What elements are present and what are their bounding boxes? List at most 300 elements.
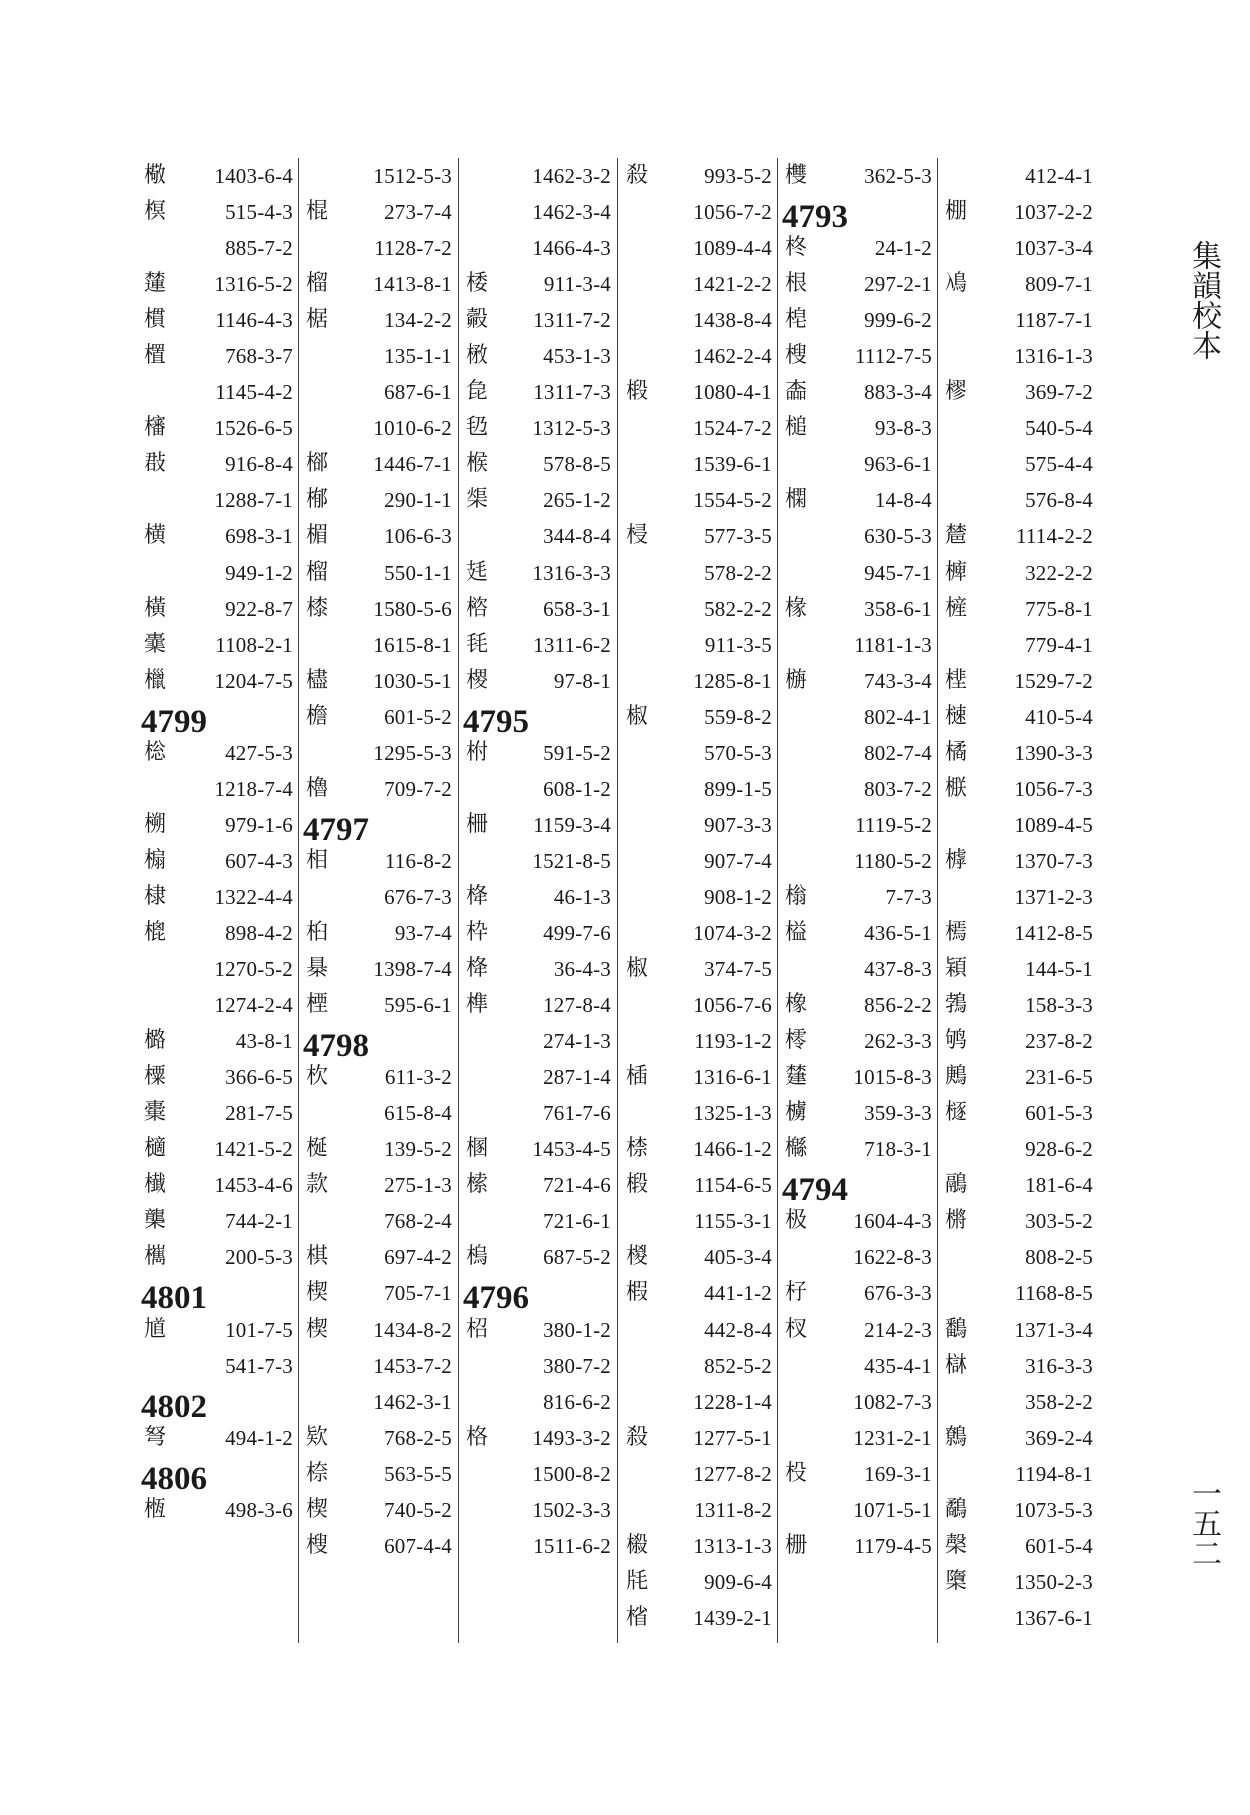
index-entry xyxy=(463,627,611,663)
headword-character: 椐 xyxy=(305,307,328,333)
index-entry xyxy=(141,807,293,843)
index-entry xyxy=(623,158,772,194)
index-entry xyxy=(942,555,1093,591)
headword-character: 㮋 xyxy=(305,487,328,513)
index-entry xyxy=(942,1167,1093,1203)
index-entry xyxy=(141,879,293,915)
index-entry xyxy=(141,951,293,987)
page-reference: 721-6-1 xyxy=(543,1209,611,1234)
page-reference: 14-8-4 xyxy=(874,488,932,513)
page-reference: 601-5-4 xyxy=(1025,1533,1093,1558)
index-entry xyxy=(623,1564,772,1600)
headword-character: 馗 xyxy=(143,1316,166,1342)
page-reference: 1112-7-5 xyxy=(854,344,932,369)
index-entry xyxy=(942,1275,1093,1311)
page-reference: 721-4-6 xyxy=(543,1173,611,1198)
index-entry xyxy=(942,1312,1093,1348)
index-entry xyxy=(141,1420,293,1456)
page-reference: 116-8-2 xyxy=(384,848,452,873)
index-entry xyxy=(463,1095,611,1131)
index-entry xyxy=(782,807,932,843)
page-reference: 1500-8-2 xyxy=(532,1461,611,1486)
page-reference: 687-6-1 xyxy=(384,380,452,405)
headword-character: 棣 xyxy=(143,883,166,909)
headword-character: 榫 xyxy=(465,992,488,1018)
index-entry xyxy=(623,951,772,987)
page-reference: 563-5-5 xyxy=(384,1461,452,1486)
page-reference: 101-7-5 xyxy=(225,1317,293,1342)
index-entry xyxy=(303,1420,452,1456)
index-entry xyxy=(303,663,452,699)
index-entry xyxy=(141,1312,293,1348)
page-reference: 540-5-4 xyxy=(1025,416,1093,441)
index-entry xyxy=(623,194,772,230)
headword-character: 㮨 xyxy=(465,667,488,693)
headword-character: 鷊 xyxy=(944,1172,967,1198)
column-divider xyxy=(777,158,778,1643)
index-entry xyxy=(942,1239,1093,1275)
index-entry xyxy=(782,158,932,194)
page-reference: 1311-6-2 xyxy=(533,632,611,657)
headword-character: 㮴 xyxy=(305,1532,328,1558)
page-reference: 1146-4-3 xyxy=(215,308,293,333)
index-entry xyxy=(463,735,611,771)
headword-character: 㲋 xyxy=(465,379,488,405)
headword-character: 㮼 xyxy=(143,847,166,873)
index-entry xyxy=(942,1023,1093,1059)
page-reference: 1512-5-3 xyxy=(373,164,452,188)
page-reference: 979-1-6 xyxy=(225,812,293,837)
index-entry xyxy=(782,1312,932,1348)
index-entry xyxy=(942,518,1093,554)
index-entry xyxy=(623,771,772,807)
headword-character: 㯝 xyxy=(143,1028,166,1054)
headword-character: 棚 xyxy=(944,199,967,225)
page-reference: 405-3-4 xyxy=(704,1245,772,1270)
page-reference: 1502-3-3 xyxy=(532,1497,611,1522)
page-reference: 963-6-1 xyxy=(864,452,932,477)
page-reference: 907-3-3 xyxy=(704,812,772,837)
page-reference: 362-5-3 xyxy=(864,164,932,188)
page-reference: 1071-5-1 xyxy=(853,1497,932,1522)
page-reference: 1453-4-6 xyxy=(214,1173,293,1198)
index-entry xyxy=(942,1059,1093,1095)
index-entry xyxy=(942,482,1093,518)
page-reference: 1108-2-1 xyxy=(215,632,293,657)
page-reference: 24-1-2 xyxy=(874,236,932,261)
page-reference: 911-3-4 xyxy=(543,272,611,297)
page-reference: 1529-7-2 xyxy=(1014,668,1093,693)
page-reference: 435-4-1 xyxy=(864,1353,932,1378)
index-entry xyxy=(623,1095,772,1131)
index-entry xyxy=(303,1203,452,1239)
page-reference: 169-3-1 xyxy=(864,1461,932,1486)
index-entry xyxy=(782,1456,932,1492)
page-reference: 1155-3-1 xyxy=(694,1209,772,1234)
page-reference: 1526-6-5 xyxy=(214,416,293,441)
headword-character: 㮐 xyxy=(625,1604,648,1630)
index-entry xyxy=(782,1203,932,1239)
headword-character: 㲌 xyxy=(465,415,488,441)
index-entry xyxy=(141,1348,293,1384)
index-entry xyxy=(942,663,1093,699)
page-reference: 1367-6-1 xyxy=(1014,1605,1093,1630)
page-reference: 1580-5-6 xyxy=(373,596,452,621)
book-title: 集韻校本 xyxy=(1186,240,1221,360)
index-entry xyxy=(782,1420,932,1456)
index-entry xyxy=(303,915,452,951)
headword-character: 㮵 xyxy=(784,667,807,693)
page-reference: 1311-7-3 xyxy=(533,380,611,405)
index-entry xyxy=(463,915,611,951)
index-entry xyxy=(623,338,772,374)
page-reference: 898-4-2 xyxy=(225,920,293,945)
page-reference: 290-1-1 xyxy=(384,488,452,513)
index-entry xyxy=(623,1275,772,1311)
page-reference: 1439-2-1 xyxy=(693,1605,772,1630)
index-column-1 xyxy=(141,158,293,1528)
index-entry xyxy=(141,158,293,194)
page-reference: 1316-3-3 xyxy=(532,560,611,585)
index-entry xyxy=(303,1528,452,1564)
index-entry xyxy=(463,663,611,699)
headword-character: 椒 xyxy=(625,956,648,982)
page-reference: 1371-2-3 xyxy=(1014,884,1093,909)
index-entry xyxy=(463,482,611,518)
headword-character: 鵓 xyxy=(944,992,967,1018)
headword-character: 㮧 xyxy=(465,1244,488,1270)
headword-character: 㯗 xyxy=(784,487,807,513)
index-entry xyxy=(782,1275,932,1311)
page-reference: 1390-3-3 xyxy=(1014,740,1093,765)
page-reference: 303-5-2 xyxy=(1025,1209,1093,1234)
page-reference: 802-7-4 xyxy=(864,740,932,765)
page-reference: 1037-2-2 xyxy=(1014,200,1093,225)
page-number: 一五二 xyxy=(1186,1478,1221,1568)
index-entry xyxy=(623,627,772,663)
index-entry xyxy=(623,446,772,482)
index-entry xyxy=(782,1348,932,1384)
page-reference: 158-3-3 xyxy=(1025,993,1093,1018)
page-reference: 852-5-2 xyxy=(704,1353,772,1378)
index-entry xyxy=(623,1131,772,1167)
page-reference: 601-5-3 xyxy=(1025,1101,1093,1126)
page-reference: 911-3-5 xyxy=(704,632,772,657)
page-reference: 436-5-1 xyxy=(864,920,932,945)
index-entry xyxy=(463,302,611,338)
headword-character: 楔 xyxy=(305,1316,328,1342)
index-entry xyxy=(942,1528,1093,1564)
page-reference: 1277-5-1 xyxy=(693,1425,772,1450)
section-number xyxy=(141,1275,293,1317)
headword-character: 弩 xyxy=(143,1424,166,1450)
page-reference: 214-2-3 xyxy=(864,1317,932,1342)
page-reference: 1159-3-4 xyxy=(533,812,611,837)
page-reference: 1316-5-2 xyxy=(214,272,293,297)
page-reference: 1615-8-1 xyxy=(373,632,452,657)
page-reference: 928-6-2 xyxy=(1025,1137,1093,1162)
page-reference: 676-7-3 xyxy=(384,884,452,909)
page-reference: 949-1-2 xyxy=(225,560,293,585)
index-entry xyxy=(463,1528,611,1564)
page-reference: 1554-5-2 xyxy=(693,488,772,513)
headword-character: 㯍 xyxy=(944,1208,967,1234)
headword-character: 㰆 xyxy=(143,631,166,657)
index-entry xyxy=(623,1312,772,1348)
headword-character: 㮘 xyxy=(465,343,488,369)
page-reference: 1316-1-3 xyxy=(1014,344,1093,369)
index-entry xyxy=(623,735,772,771)
index-entry xyxy=(782,663,932,699)
page-reference: 1511-6-2 xyxy=(533,1533,611,1558)
page-reference: 1231-2-1 xyxy=(853,1425,932,1450)
headword-character: 椴 xyxy=(625,1172,648,1198)
page-reference: 1145-4-2 xyxy=(215,380,293,405)
page-reference: 1168-8-5 xyxy=(1015,1281,1093,1306)
index-entry xyxy=(303,266,452,302)
page-reference: 97-8-1 xyxy=(553,668,611,693)
page-reference: 1462-3-1 xyxy=(373,1389,452,1414)
index-entry xyxy=(141,1023,293,1059)
index-entry xyxy=(623,807,772,843)
index-entry xyxy=(303,735,452,771)
index-entry xyxy=(623,1059,772,1095)
index-entry xyxy=(942,302,1093,338)
page-reference: 1285-8-1 xyxy=(693,668,772,693)
page-reference: 127-8-4 xyxy=(543,993,611,1018)
page-reference: 181-6-4 xyxy=(1025,1173,1093,1198)
headword-character: 椽 xyxy=(784,595,807,621)
headword-character: 㯬 xyxy=(784,1064,807,1090)
index-entry xyxy=(782,627,932,663)
page-reference: 908-1-2 xyxy=(704,884,772,909)
page-reference: 1056-7-3 xyxy=(1014,776,1093,801)
page-reference: 743-3-4 xyxy=(864,668,932,693)
index-entry xyxy=(463,1023,611,1059)
page-reference: 412-4-1 xyxy=(1025,164,1093,188)
page-reference: 779-4-1 xyxy=(1025,632,1093,657)
page-reference: 369-2-4 xyxy=(1025,1425,1093,1450)
index-entry xyxy=(782,1059,932,1095)
headword-character: 梍 xyxy=(784,307,807,333)
page-reference: 559-8-2 xyxy=(704,704,772,729)
index-entry xyxy=(141,1059,293,1095)
headword-character: 鷯 xyxy=(944,1424,967,1450)
headword-character: 榴 xyxy=(305,559,328,585)
index-entry xyxy=(303,1167,452,1203)
page-reference: 275-1-3 xyxy=(384,1173,452,1198)
index-entry xyxy=(782,951,932,987)
index-entry xyxy=(782,699,932,735)
page-reference: 1089-4-4 xyxy=(693,236,772,261)
index-entry xyxy=(141,1131,293,1167)
headword-character: 㮶 xyxy=(143,811,166,837)
page-reference: 608-1-2 xyxy=(543,776,611,801)
index-entry xyxy=(303,1239,452,1275)
index-entry xyxy=(141,591,293,627)
headword-character: 㮳 xyxy=(944,775,967,801)
headword-character: 楣 xyxy=(305,523,328,549)
page-reference: 768-2-4 xyxy=(384,1209,452,1234)
headword-character: 榝 xyxy=(625,1532,648,1558)
headword-character: 㯎 xyxy=(944,1352,967,1378)
index-entry xyxy=(141,518,293,554)
headword-character: 㯱 xyxy=(143,1100,166,1126)
headword-character: 欆 xyxy=(784,163,807,188)
page-reference: 93-7-4 xyxy=(394,920,452,945)
index-entry xyxy=(782,410,932,446)
index-entry xyxy=(463,338,611,374)
headword-character: 椴 xyxy=(625,379,648,405)
page-reference: 1446-7-1 xyxy=(373,452,452,477)
index-entry xyxy=(782,555,932,591)
headword-character: 根 xyxy=(784,271,807,297)
index-entry xyxy=(141,410,293,446)
headword-character: 㯿 xyxy=(143,667,166,693)
index-entry xyxy=(782,1239,932,1275)
page-reference: 498-3-6 xyxy=(225,1497,293,1522)
headword-character: 棋 xyxy=(305,1244,328,1270)
page-reference: 705-7-1 xyxy=(384,1281,452,1306)
index-entry xyxy=(942,771,1093,807)
page-reference: 359-3-3 xyxy=(864,1101,932,1126)
index-entry xyxy=(303,482,452,518)
headword-character: 㯪 xyxy=(784,1028,807,1054)
section-number-label: 4801 xyxy=(141,1280,207,1317)
index-entry xyxy=(463,194,611,230)
section-number-label: 4795 xyxy=(463,703,529,740)
headword-character: 鳰 xyxy=(944,271,967,297)
headword-character: 栅 xyxy=(784,1532,807,1558)
page-reference: 1322-4-4 xyxy=(214,884,293,909)
headword-character: 㯃 xyxy=(305,595,328,621)
headword-character: 檐 xyxy=(305,703,328,729)
column-divider xyxy=(298,158,299,1643)
page-reference: 265-1-2 xyxy=(543,488,611,513)
index-entry xyxy=(141,915,293,951)
index-entry xyxy=(623,1167,772,1203)
headword-character: 㪊 xyxy=(143,451,166,477)
page-reference: 802-4-1 xyxy=(864,704,932,729)
index-entry xyxy=(942,987,1093,1023)
page-reference: 1128-7-2 xyxy=(374,236,452,261)
index-entry xyxy=(942,338,1093,374)
page-reference: 1056-7-6 xyxy=(693,993,772,1018)
headword-character: 梫 xyxy=(625,523,648,549)
section-number xyxy=(303,807,452,848)
headword-character: 㮬 xyxy=(784,883,807,909)
headword-character: 㮃 xyxy=(465,271,488,297)
page-reference: 515-4-3 xyxy=(225,200,293,225)
index-entry xyxy=(942,591,1093,627)
index-entry xyxy=(303,1492,452,1528)
page-reference: 816-6-2 xyxy=(543,1389,611,1414)
index-entry xyxy=(942,410,1093,446)
page-reference: 578-2-2 xyxy=(704,560,772,585)
page-reference: 1622-8-3 xyxy=(853,1245,932,1270)
index-entry xyxy=(141,735,293,771)
headword-character: 格 xyxy=(465,1424,488,1450)
headword-character: 杍 xyxy=(784,1280,807,1306)
page-reference: 607-4-3 xyxy=(225,848,293,873)
page-reference: 1119-5-2 xyxy=(854,812,932,837)
headword-character: 柎 xyxy=(465,739,488,765)
index-entry xyxy=(942,879,1093,915)
page-reference: 1350-2-3 xyxy=(1014,1569,1093,1594)
index-entry xyxy=(942,1420,1093,1456)
page-reference: 358-2-2 xyxy=(1025,1389,1093,1414)
index-entry xyxy=(782,518,932,554)
index-entry xyxy=(623,663,772,699)
index-entry xyxy=(141,194,293,230)
index-entry xyxy=(141,771,293,807)
headword-character: 椵 xyxy=(625,1280,648,1306)
index-entry xyxy=(942,1384,1093,1420)
index-entry xyxy=(463,1492,611,1528)
page-reference: 550-1-1 xyxy=(384,560,452,585)
page-reference: 541-7-3 xyxy=(225,1353,293,1378)
page-reference: 761-7-6 xyxy=(543,1101,611,1126)
headword-character: 㯏 xyxy=(944,1532,967,1558)
page-reference: 1204-7-5 xyxy=(214,668,293,693)
page-reference: 1073-5-3 xyxy=(1014,1497,1093,1522)
index-entry xyxy=(463,230,611,266)
headword-character: 㮦 xyxy=(465,1172,488,1198)
page-reference: 1080-4-1 xyxy=(693,380,772,405)
page-reference: 262-3-3 xyxy=(864,1029,932,1054)
page-reference: 144-5-1 xyxy=(1025,957,1093,982)
headword-character: 柵 xyxy=(465,811,488,837)
page-reference: 93-8-3 xyxy=(874,416,932,441)
page-reference: 1398-7-4 xyxy=(373,957,452,982)
headword-character: 杸 xyxy=(784,1460,807,1486)
index-entry xyxy=(463,374,611,410)
index-entry xyxy=(782,446,932,482)
index-entry xyxy=(623,1456,772,1492)
index-entry xyxy=(623,410,772,446)
page-reference: 1493-3-2 xyxy=(532,1425,611,1450)
page-reference: 697-4-2 xyxy=(384,1245,452,1270)
page-reference: 1421-5-2 xyxy=(214,1137,293,1162)
headword-character: 㰂 xyxy=(143,415,166,441)
headword-character: 㯸 xyxy=(305,667,328,693)
headword-character: 㰈 xyxy=(143,271,166,297)
headword-character: 㯳 xyxy=(143,163,166,188)
index-entry xyxy=(303,951,452,987)
index-entry xyxy=(623,987,772,1023)
headword-character: 槌 xyxy=(784,415,807,441)
index-entry xyxy=(141,374,293,410)
index-column-2 xyxy=(303,158,452,1564)
headword-character: 栙 xyxy=(465,883,488,909)
page-reference: 885-7-2 xyxy=(225,236,293,261)
index-entry xyxy=(463,1456,611,1492)
index-entry xyxy=(141,1095,293,1131)
page-reference: 1604-4-3 xyxy=(853,1209,932,1234)
index-entry xyxy=(942,1348,1093,1384)
index-entry xyxy=(782,735,932,771)
headword-character: 㮴 xyxy=(784,343,807,369)
index-entry xyxy=(303,338,452,374)
index-entry xyxy=(141,627,293,663)
page-reference: 1154-6-5 xyxy=(694,1173,772,1198)
index-column-3 xyxy=(463,158,611,1564)
headword-character: 㰍 xyxy=(143,1208,166,1234)
page-reference: 1193-1-2 xyxy=(694,1029,772,1054)
index-entry xyxy=(463,1239,611,1275)
index-column-6 xyxy=(942,158,1093,1636)
headword-character: 㮢 xyxy=(465,451,488,477)
